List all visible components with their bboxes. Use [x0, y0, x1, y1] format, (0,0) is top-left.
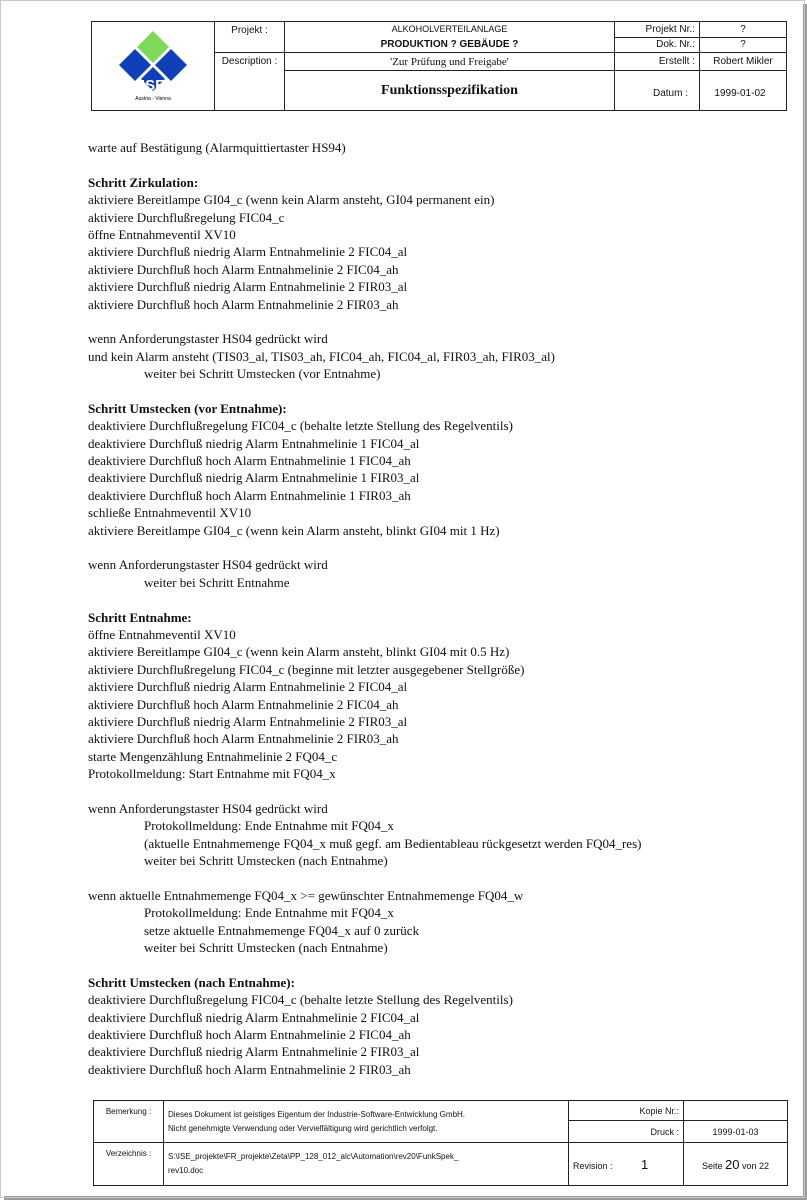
seite-value: 20 — [725, 1156, 740, 1172]
text-line: öffne Entnahmeventil XV10 — [88, 626, 236, 642]
blank-line — [88, 539, 768, 556]
step-heading: Schritt Entnahme: — [88, 609, 192, 625]
text-line: deaktiviere Durchflußregelung FIC04_c (behalte letzte Stellung des Regelventils) — [88, 992, 513, 1008]
bemerkung-text — [164, 1101, 569, 1143]
project-line1: ALKOHOLVERTEILANLAGE — [391, 24, 508, 34]
text-line: starte Mengenzählung Entnahmelinie 2 FQ04_c — [88, 748, 338, 764]
revision-value: 1 — [641, 1156, 649, 1172]
bemerkung-line1: Dieses Dokument ist geistiges Eigentum der Industrie-Software-Entwicklung GmbH. — [168, 1109, 466, 1119]
text-line: und kein Alarm ansteht (TIS03_al, TIS03_ah, FIC04_ah, FIC04_al, FIR03_ah, FIR03_al) — [88, 348, 555, 364]
text-line: öffne Entnahmeventil XV10 — [88, 226, 236, 242]
verzeichnis-path — [164, 1143, 569, 1186]
text-line: deaktiviere Durchfluß niedrig Alarm Entnahmelinie 2 FIC04_al — [88, 1009, 420, 1025]
project-line2: PRODUKTION ? GEBÄUDE ? — [380, 39, 519, 50]
blank-line — [88, 156, 768, 173]
blank-line — [88, 956, 768, 973]
text-line: weiter bei Schritt Umstecken (vor Entnahme) — [144, 366, 381, 382]
text-line: deaktiviere Durchfluß hoch Alarm Entnahmelinie 2 FIC04_ah — [88, 1026, 411, 1042]
document-body — [88, 139, 768, 1078]
verzeichnis-line2: rev10.doc — [168, 1166, 204, 1176]
logo — [92, 22, 215, 111]
datum-label: Datum : — [652, 88, 688, 99]
revision-cell — [569, 1143, 684, 1186]
projekt-nr-value: ? — [700, 22, 787, 38]
text-line: deaktiviere Durchflußregelung FIC04_c (behalte letzte Stellung des Regelventils) — [88, 418, 513, 434]
text-line: deaktiviere Durchfluß hoch Alarm Entnahmelinie 1 FIC04_ah — [88, 453, 411, 469]
text-line: aktiviere Durchfluß niedrig Alarm Entnahmelinie 2 FIC04_al — [88, 244, 408, 260]
text-line: Protokollmeldung: Ende Entnahme mit FQ04_x — [144, 905, 394, 921]
project-label: Projekt : — [215, 22, 285, 53]
text-line: aktiviere Durchfluß hoch Alarm Entnahmelinie 2 FIR03_ah — [88, 296, 399, 312]
dok-nr-label: Dok. Nr.: — [615, 37, 700, 53]
druck-label: Druck : — [569, 1121, 684, 1143]
blank-line — [88, 782, 768, 799]
logo-text: ISE — [140, 76, 166, 94]
footer-table — [93, 1100, 788, 1186]
bemerkung-line2: Nicht genehmigte Verwendung oder Vervielfältigung wird gerichtlich verfolgt. — [168, 1123, 438, 1133]
page-number — [684, 1143, 788, 1186]
text-line: aktiviere Durchfluß niedrig Alarm Entnahmelinie 2 FIR03_al — [88, 279, 408, 295]
text-line: wenn Anforderungstaster HS04 gedrückt wird — [88, 331, 328, 347]
step-heading: Schritt Umstecken (vor Entnahme): — [88, 400, 287, 416]
text-line: aktiviere Durchflußregelung FIC04_c — [88, 209, 285, 225]
kopie-label: Kopie Nr.: — [569, 1101, 684, 1121]
logo-subtext: Austria - Vienna — [135, 95, 171, 102]
text-line: aktiviere Durchfluß hoch Alarm Entnahmelinie 2 FIR03_ah — [88, 731, 399, 747]
step-heading: Schritt Umstecken (nach Entnahme): — [88, 974, 295, 990]
description-line1: 'Zur Prüfung und Freigabe' — [285, 53, 615, 71]
druck-value: 1999-01-03 — [684, 1121, 788, 1143]
text-line: schließe Entnahmeventil XV10 — [88, 505, 252, 521]
text-line: aktiviere Bereitlampe GI04_c (wenn kein Alarm ansteht, blinkt GI04 mit 0.5 Hz) — [88, 644, 510, 660]
text-line: deaktiviere Durchfluß hoch Alarm Entnahmelinie 2 FIR03_ah — [88, 1061, 411, 1077]
text-line: aktiviere Durchfluß niedrig Alarm Entnahmelinie 2 FIC04_al — [88, 679, 408, 695]
projekt-nr-label: Projekt Nr.: — [615, 22, 700, 38]
text-line: Protokollmeldung: Start Entnahme mit FQ04_x — [88, 766, 336, 782]
text-line: aktiviere Durchfluß hoch Alarm Entnahmelinie 2 FIC04_ah — [88, 696, 399, 712]
text-line: weiter bei Schritt Umstecken (nach Entnahme) — [144, 939, 388, 955]
seite-mid: von — [741, 1160, 757, 1171]
text-line: weiter bei Schritt Umstecken (nach Entnahme) — [144, 853, 388, 869]
verzeichnis-label: Verzeichnis : — [94, 1143, 164, 1186]
ise-logo-icon — [108, 25, 198, 105]
kopie-value — [684, 1101, 788, 1121]
erstellt-value: Robert Mikler — [700, 53, 787, 71]
blank-line — [88, 869, 768, 886]
text-line: deaktiviere Durchfluß niedrig Alarm Entnahmelinie 2 FIR03_al — [88, 1044, 420, 1060]
text-line: aktiviere Durchfluß hoch Alarm Entnahmelinie 2 FIC04_ah — [88, 261, 399, 277]
bemerkung-label: Bemerkung : — [94, 1101, 164, 1143]
step-heading: Schritt Zirkulation: — [88, 174, 199, 190]
description-label: Description : — [215, 53, 285, 111]
text-line: deaktiviere Durchfluß niedrig Alarm Entnahmelinie 1 FIC04_al — [88, 435, 420, 451]
text-line: deaktiviere Durchfluß niedrig Alarm Entnahmelinie 1 FIR03_al — [88, 470, 420, 486]
text-line: wenn aktuelle Entnahmemenge FQ04_x >= gewünschter Entnahmemenge FQ04_w — [88, 887, 524, 903]
text-line: aktiviere Durchfluß niedrig Alarm Entnahmelinie 2 FIR03_al — [88, 713, 408, 729]
datum-value: 1999-01-02 — [714, 88, 766, 99]
text-line: warte auf Bestätigung (Alarmquittiertaster HS94) — [88, 140, 346, 155]
text-line: deaktiviere Durchfluß hoch Alarm Entnahmelinie 1 FIR03_ah — [88, 487, 411, 503]
erstellt-label: Erstellt : — [615, 53, 700, 71]
text-line: Protokollmeldung: Ende Entnahme mit FQ04_x — [144, 818, 394, 834]
seite-total: 22 — [759, 1160, 770, 1171]
blank-line — [88, 313, 768, 330]
text-line: (aktuelle Entnahmemenge FQ04_x muß gegf. am Bedientableau rückgesetzt werden FQ04_res) — [144, 835, 642, 851]
text-line: setze aktuelle Entnahmemenge FQ04_x auf 0 zurück — [144, 922, 420, 938]
seite-prefix: Seite — [701, 1160, 723, 1171]
text-line: weiter bei Schritt Entnahme — [144, 574, 290, 590]
verzeichnis-line1: S:\ISE_projekte\FR_projekte\Zeta\PP_128_012_alc\Automation\rev20\FunkSpek_ — [168, 1152, 459, 1162]
project-name — [285, 22, 615, 53]
dok-nr-value: ? — [700, 37, 787, 53]
document-title: Funktionsspezifikation — [285, 71, 615, 111]
blank-line — [88, 591, 768, 608]
text-line: aktiviere Bereitlampe GI04_c (wenn kein Alarm ansteht, blinkt GI04 mit 1 Hz) — [88, 522, 500, 538]
text-line: wenn Anforderungstaster HS04 gedrückt wird — [88, 557, 328, 573]
blank-line — [88, 382, 768, 399]
text-line: aktiviere Durchflußregelung FIC04_c (beginne mit letzter ausgegebener Stellgröße) — [88, 661, 525, 677]
text-line: aktiviere Bereitlampe GI04_c (wenn kein Alarm ansteht, GI04 permanent ein) — [88, 192, 495, 208]
revision-label: Revision : — [573, 1160, 613, 1171]
text-line: wenn Anforderungstaster HS04 gedrückt wird — [88, 800, 328, 816]
